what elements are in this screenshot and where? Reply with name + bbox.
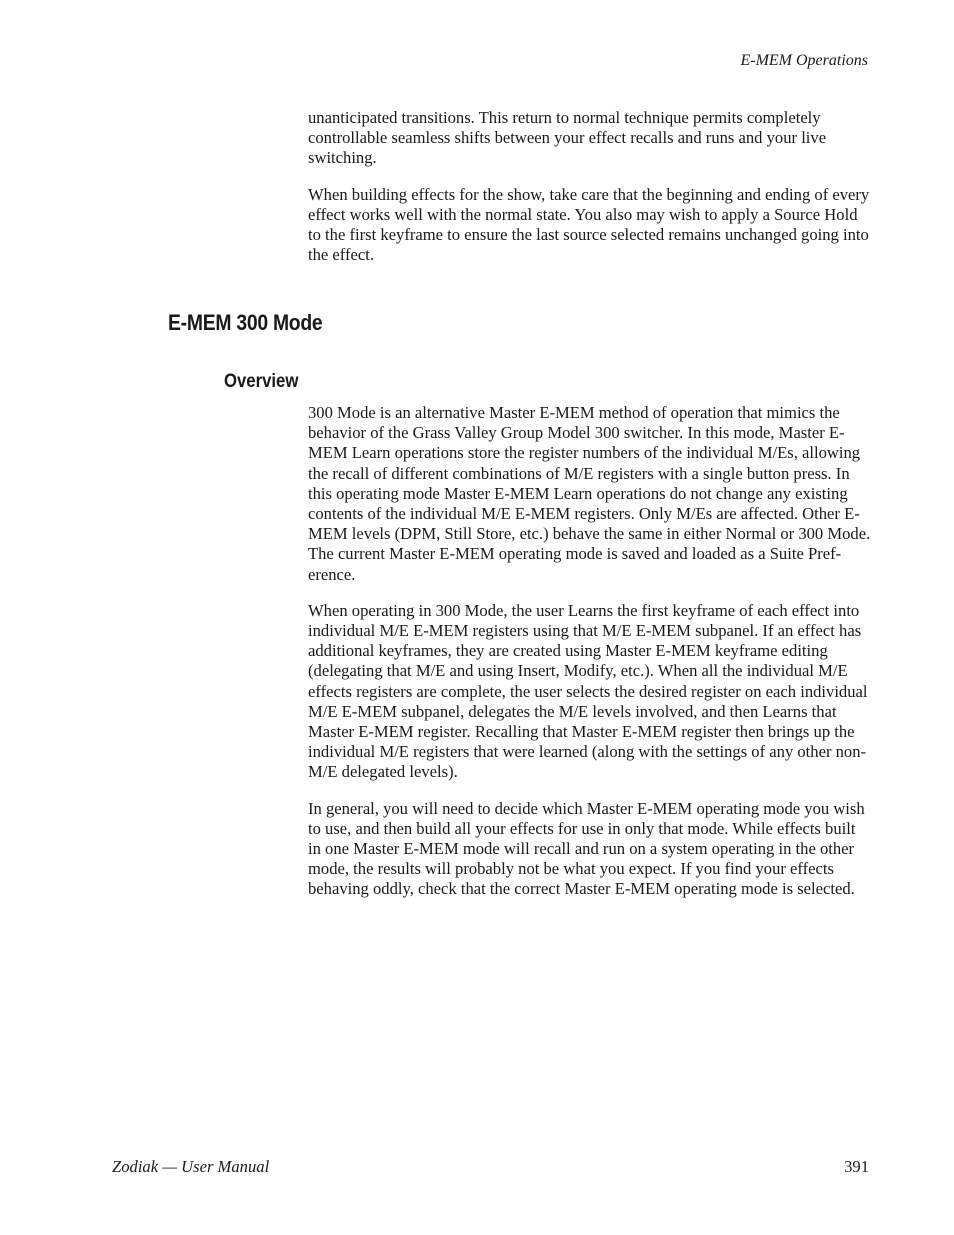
overview-paragraph: When operating in 300 Mode, the user Learns the first keyframe of each effect into individual M/E E-MEM registers using that M/E E-MEM subpanel. If an effect has additional keyframes, they are created using Master E-MEM keyframe editing (delegating that M/E and using Insert, Modify, etc.). When all the individual M/E effects registers are complete, the user selects the desired register on each individual M/E E-MEM subpanel, delegates the M/E levels involved, and then Learns that Master E-MEM register. Recalling that Master E-MEM register then brings up the individual M/E registers that were learned (along with the settings of any other non-M/E delegated levels). <box>308 600 868 782</box>
intro-paragraph: When building effects for the show, take care that the beginning and ending of every effect works well with the normal state. You also may wish to apply a Source Hold to the first keyframe to ensure the last source selected remains unchanged going into the effect. <box>308 184 870 265</box>
footer-page-number: 391 <box>844 1157 869 1176</box>
running-header: E-MEM Operations <box>740 52 868 69</box>
section-heading: E-MEM 300 Mode <box>168 310 323 335</box>
intro-paragraph: unanticipated transitions. This return to normal technique permits completely controllable seamless shifts between your effect recalls and runs and your live switching. <box>308 108 827 168</box>
overview-paragraph: In general, you will need to decide which Master E-MEM operating mode you wish to use, and then build all your effects for use in only that mode. While effects built in one Master E-MEM mode will recall and run on a system operating in the other mode, the results will probably not be what you expect. If you find your effects behaving oddly, check that the correct Master E-MEM operating mode is selected. <box>308 798 865 899</box>
subsection-heading: Overview <box>224 371 299 392</box>
overview-paragraph: 300 Mode is an alternative Master E-MEM method of operation that mimics the behavior of the Grass Valley Group Model 300 switcher. In this mode, Master E-MEM Learn operations store the register numbers of the individual M/Es, allowing the recall of different combinations of M/E registers with a single button press. In this operating mode Master E-MEM Learn operations do not change any existing contents of the individual M/E E-MEM registers. Only M/Es are affected. Other E-MEM levels (DPM, Still Store, etc.) behave the same in either Normal or 300 Mode. The current Master E-MEM operating mode is saved and loaded as a Suite Preference. <box>308 403 871 584</box>
overview-text-block <box>308 403 872 900</box>
intro-text-block <box>308 108 872 265</box>
footer-manual-title: Zodiak — User Manual <box>112 1157 270 1176</box>
